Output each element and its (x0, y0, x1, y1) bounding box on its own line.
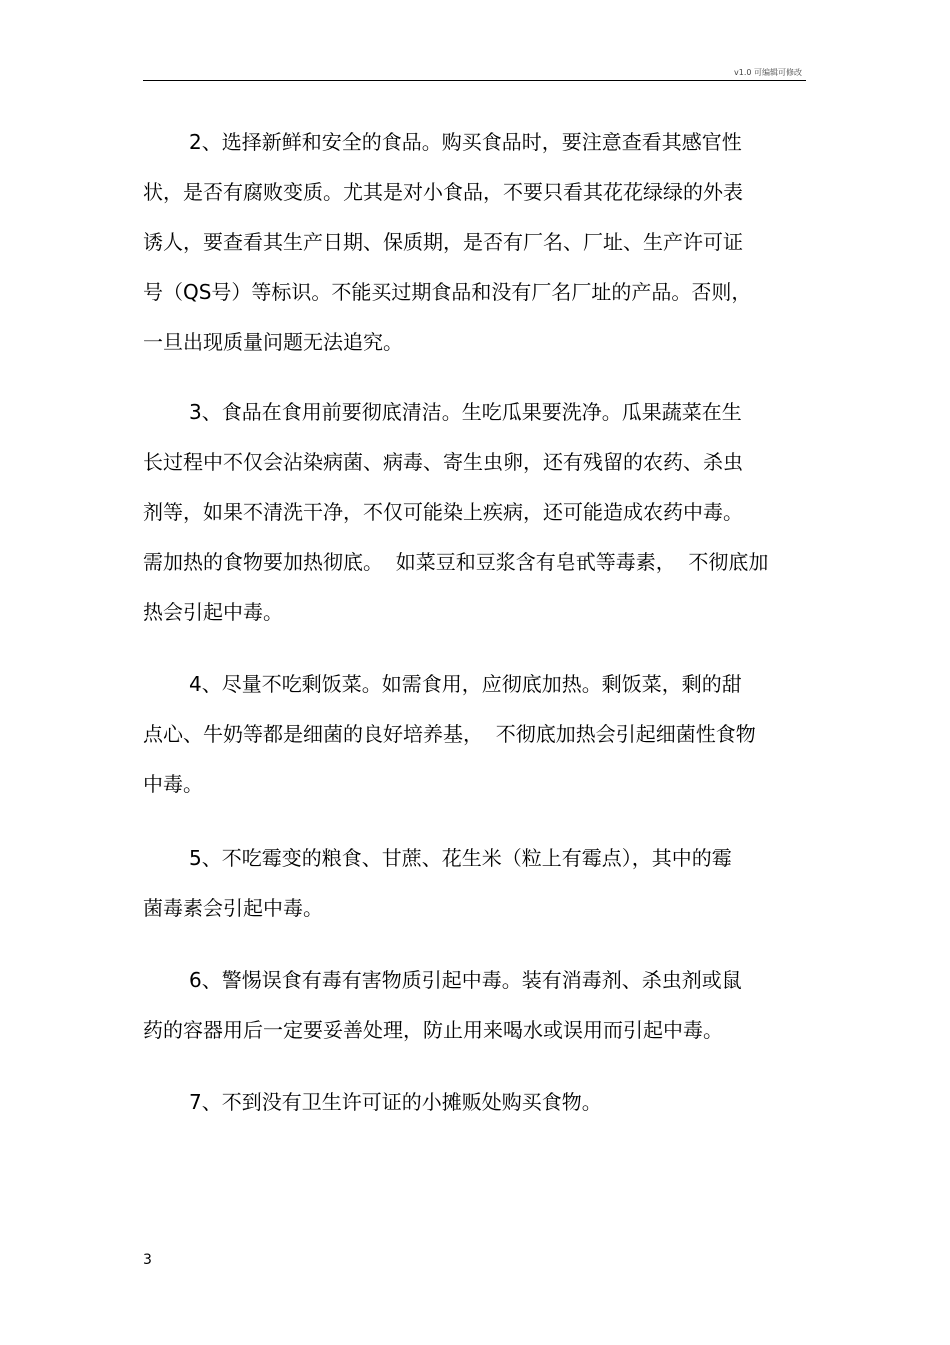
header-rule (143, 80, 806, 81)
paragraph-3-line-2: 长过程中不仅会沾染病菌、病毒、寄生虫卵，还有残留的农药、杀虫 (143, 450, 743, 474)
paragraph-2-line-3: 诱人，要查看其生产日期、保质期，是否有厂名、厂址、生产许可证 (143, 230, 743, 254)
paragraph-4-line-2: 点心、牛奶等都是细菌的良好培养基， 不彻底加热会引起细菌性食物 (143, 722, 756, 746)
paragraph-3-line-4: 需加热的食物要加热彻底。 如菜豆和豆浆含有皂甙等毒素， 不彻底加 (143, 550, 769, 574)
paragraph-6-line-1: 6、警惕误食有毒有害物质引起中毒。装有消毒剂、杀虫剂或鼠 (189, 968, 742, 992)
paragraph-2-line-1: 2、选择新鲜和安全的食品。购买食品时，要注意查看其感官性 (189, 130, 742, 154)
paragraph-4-line-1: 4、尽量不吃剩饭菜。如需食用，应彻底加热。剩饭菜，剩的甜 (189, 672, 742, 696)
paragraph-5-line-2: 菌毒素会引起中毒。 (143, 896, 323, 920)
paragraph-2-line-5: 一旦出现质量问题无法追究。 (143, 330, 403, 354)
paragraph-3-line-1: 3、食品在食用前要彻底清洁。生吃瓜果要洗净。瓜果蔬菜在生 (189, 400, 742, 424)
paragraph-4-line-3: 中毒。 (143, 772, 203, 796)
paragraph-3-line-3: 剂等，如果不清洗干净，不仅可能染上疾病，还可能造成农药中毒。 (143, 500, 743, 524)
paragraph-5-line-1: 5、不吃霉变的粮食、甘蔗、花生米（粒上有霉点），其中的霉 (189, 846, 732, 870)
page-number: 3 (143, 1252, 152, 1268)
paragraph-2-line-4: 号（QS号）等标识。不能买过期食品和没有厂名厂址的产品。否则， (143, 280, 752, 304)
header-version-note: v1.0 可编辑可修改 (734, 68, 802, 77)
paragraph-2-line-2: 状，是否有腐败变质。尤其是对小食品，不要只看其花花绿绿的外表 (143, 180, 743, 204)
paragraph-7-line-1: 7、不到没有卫生许可证的小摊贩处购买食物。 (189, 1090, 602, 1114)
paragraph-3-line-5: 热会引起中毒。 (143, 600, 283, 624)
paragraph-6-line-2: 药的容器用后一定要妥善处理，防止用来喝水或误用而引起中毒。 (143, 1018, 723, 1042)
